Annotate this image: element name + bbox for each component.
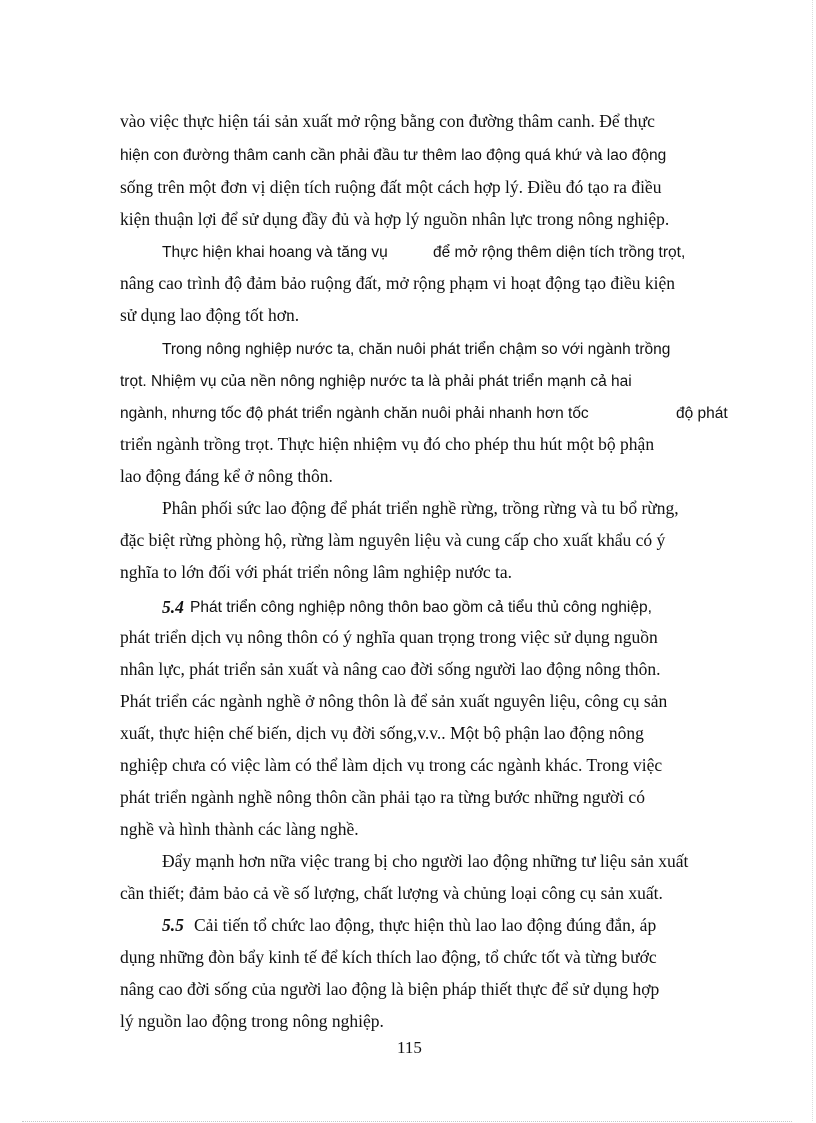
text-line: đặc biệt rừng phòng hộ, rừng làm nguyên liệu và cung cấp cho xuất khẩu có ý <box>120 530 666 550</box>
text-line: lý nguồn lao động trong nông nghiệp. <box>120 1011 384 1031</box>
page-edge-divider <box>22 1121 792 1122</box>
section-number: 5.4 <box>162 597 184 617</box>
text-line: Đẩy mạnh hơn nữa việc trang bị cho người lao động những tư liệu sản xuất <box>162 851 689 871</box>
text-line: để mở rộng thêm diện tích trồng trọt, <box>433 244 686 261</box>
text-line: Phân phối sức lao động để phát triển nghề rừng, trồng rừng và tu bổ rừng, <box>162 498 679 518</box>
section-number: 5.5 <box>162 915 184 935</box>
text-line: hiện con đường thâm canh cần phải đầu tư thêm lao động quá khứ và lao động <box>120 147 667 164</box>
text-line: sống trên một đơn vị diện tích ruộng đất một cách hợp lý. Điều đó tạo ra điều <box>120 177 662 197</box>
text-line: triển ngành trồng trọt. Thực hiện nhiệm vụ đó cho phép thu hút một bộ phận <box>120 434 655 454</box>
text-line: phát triển dịch vụ nông thôn có ý nghĩa quan trọng trong việc sử dụng nguồn <box>120 627 658 647</box>
text-line: vào việc thực hiện tái sản xuất mở rộng bằng con đường thâm canh. Để thực <box>120 111 655 131</box>
text-line: nghề và hình thành các làng nghề. <box>120 819 359 839</box>
text-line: kiện thuận lợi để sử dụng đầy đủ và hợp lý nguồn nhân lực trong nông nghiệp. <box>120 209 670 229</box>
text-line: Thực hiện khai hoang và tăng vụ <box>162 244 388 261</box>
text-line: sử dụng lao động tốt hơn. <box>120 305 300 325</box>
text-line: lao động đáng kể ở nông thôn. <box>120 466 333 486</box>
text-line: nhân lực, phát triển sản xuất và nâng cao đời sống người lao động nông thôn. <box>120 659 661 679</box>
text-line: Phát triển công nghiệp nông thôn bao gồm cả tiểu thủ công nghiệp, <box>190 599 652 616</box>
text-line: Cải tiến tổ chức lao động, thực hiện thù lao lao động đúng đắn, áp <box>194 915 657 935</box>
text-line: trọt. Nhiệm vụ của nền nông nghiệp nước ta là phải phát triển mạnh cả hai <box>120 373 632 390</box>
text-line: nâng cao trình độ đảm bảo ruộng đất, mở rộng phạm vi hoạt động tạo điều kiện <box>120 273 676 293</box>
text-line: xuất, thực hiện chế biến, dịch vụ đời sống,v.v.. Một bộ phận lao động nông <box>120 723 644 743</box>
text-line: phát triển ngành nghề nông thôn cần phải tạo ra từng bước những người có <box>120 787 645 807</box>
text-line: nâng cao đời sống của người lao động là biện pháp thiết thực để sử dụng hợp <box>120 979 660 999</box>
text-line: độ phát <box>676 405 728 422</box>
page-edge-divider <box>812 0 813 1121</box>
text-line: cần thiết; đảm bảo cả về số lượng, chất lượng và chủng loại công cụ sản xuất. <box>120 883 663 903</box>
text-line: ngành, nhưng tốc độ phát triển ngành chăn nuôi phải nhanh hơn tốc <box>120 405 589 422</box>
page-number: 115 <box>397 1038 422 1057</box>
text-line: Trong nông nghiệp nước ta, chăn nuôi phát triển chậm so với ngành trồng <box>162 341 671 358</box>
text-line: nghĩa to lớn đối với phát triển nông lâm nghiệp nước ta. <box>120 562 513 582</box>
text-line: dụng những đòn bẩy kinh tế để kích thích lao động, tổ chức tốt và từng bước <box>120 947 657 967</box>
text-line: Phát triển các ngành nghề ở nông thôn là để sản xuất nguyên liệu, công cụ sản <box>120 691 668 711</box>
text-line: nghiệp chưa có việc làm có thể làm dịch vụ trong các ngành khác. Trong việc <box>120 755 663 775</box>
